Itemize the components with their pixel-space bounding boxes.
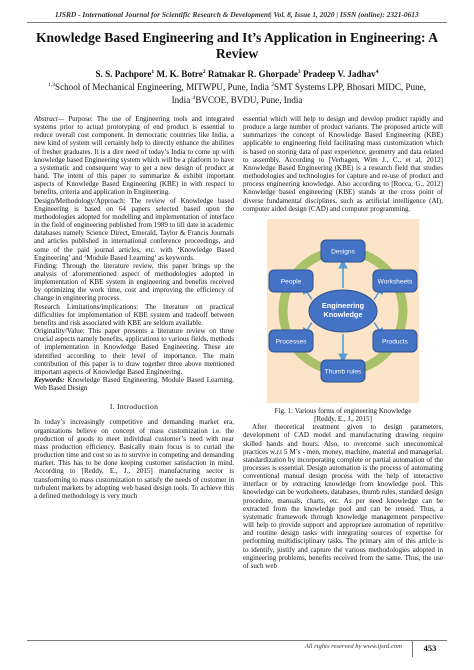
left-column bbox=[34, 115, 234, 500]
abstract-methodology: Design/Methodology/Approach: The review of Knowledge based Engineering is based on 64 papers selected based upon the methodologies adopted for modelling and implementation of interface in the field of engineering published from 1989 to till date in academic databases namely Science Direct, Emerald, Taylor & Francis Journals and articles published in international conference proceedings, and some of the paid journal articles, etc. with ‘Knowledge Based Engineering’ and ‘Module Based Learning’ as keywords. bbox=[34, 196, 234, 262]
node-label: Designs bbox=[331, 248, 355, 256]
keywords-text: Knowledge Based Engineering, Module Based Learning, Web Based Design bbox=[34, 376, 234, 393]
affil-sup: 4 bbox=[192, 94, 196, 101]
author-name: Ratnakar R. Ghorpade bbox=[207, 69, 298, 80]
abstract-finding: Finding: Through the literature review, this paper brings up the analysis of aforementioned aspect of methodologies adopted in implementation of KBE system in engineering and benefits received by optimizing the work time, cost and improving the efficiency of change in engineering process. bbox=[34, 261, 234, 303]
affiliation-2-country: India bbox=[171, 94, 193, 105]
knowledge-forms-figure bbox=[243, 215, 443, 407]
affiliations bbox=[26, 80, 448, 106]
author-sup: 2 bbox=[202, 69, 206, 75]
node-label: Processes bbox=[275, 338, 307, 346]
footer-rights: All rights reserved by www.ijsrd.com bbox=[304, 643, 402, 650]
body-paragraph: After theoretical treatment given to design parameters, development of CAD model and manufacturing drawing require skilled hands and hours. Also, to overcome such uneconomical practices w.r.t 5 M’s - men, money, machine, material and managerial, standardization by incorporating complete or partial automation of the processes is essential. Design automation is the process of automating conventional manual design process with the help of interactive interface or by extracting knowledge from knowledge pool. This knowledge can be worksheets, databases, thumb rules, standard design procedure, manuals, charts, etc. As per need knowledge can be extracted from the knowledge pool and can be reused. Thus, a systematic framework through knowledge management perspective will help to provide support and appropriate automation of repetitive and routine design tasks with integrating sources of expertise for performing multidisciplinary tasks. The primary aim of this article is to identify, justify and capture the various methodologies adopted in engineering problems, benefits received from the same. Thus, the use of such web bbox=[243, 423, 443, 570]
author-sup: 1 bbox=[151, 69, 155, 75]
abstract-limitations: Research Limitations/implications: The literature on practical difficulties for implementation of KBE system and tradeoff between benefits and risk associated with KBE are seldom available. bbox=[34, 302, 234, 327]
node-label: Thumb rules bbox=[324, 368, 362, 376]
knowledge-diagram bbox=[243, 215, 443, 407]
affiliation-3: BVCOE, BVDU, Pune, India bbox=[195, 94, 303, 105]
author-names bbox=[26, 67, 448, 80]
affiliation-1: School of Mechanical Engineering, MITWPU, Pune, India bbox=[55, 81, 272, 92]
author-name: M. K. Botre bbox=[156, 69, 203, 80]
center-label-line2: Knowledge bbox=[323, 309, 363, 319]
page-number: 453 bbox=[412, 640, 447, 657]
node-label: Worksheets bbox=[377, 278, 413, 286]
right-column bbox=[243, 115, 443, 570]
author-sup: 3 bbox=[297, 69, 301, 75]
knowledge-node-processes bbox=[269, 330, 313, 352]
keywords-label: Keywords: bbox=[34, 376, 65, 384]
figure-caption: Fig. 1: Various forms of engineering Knowledge bbox=[274, 406, 412, 415]
center-node bbox=[309, 290, 377, 332]
introduction-paragraph: In today’s increasingly competitive and demanding market era, organizations believe on concept of mass customization i.e. the production of goods to meet individual customer’s need with near mass production efficiency. Basically main focus is to curtail the production time and cost so as to survive in competing and demanding market. This has to be done keeping customer satisfaction in mind. According to [Reddy, E., J., 2015] manufacturing sector is transforming to mass customization to satisfy the needs of customer in turbulent markets by adopting web based design tools. To achieve this a defined methodology is very much bbox=[34, 418, 234, 500]
abstract-originality: Originality/Value: This paper presents a literature review on three crucial aspects namely benefits, applications to various fields, methods of implementation in Knowledge Based Engineering. These are identified according to their level of importance. The main contribution of this paper is to draw together three above mentioned important aspects of Knowledge Based Engineering. bbox=[34, 327, 234, 376]
abstract-label: Abstract— bbox=[34, 115, 65, 123]
node-label: Products bbox=[381, 338, 408, 346]
knowledge-node-worksheets bbox=[373, 270, 417, 292]
figure-source: [Reddy, E., J., 2015] bbox=[314, 415, 372, 424]
center-label-line1: Engineering bbox=[321, 300, 365, 310]
header-rule bbox=[27, 22, 447, 23]
abstract-purpose bbox=[34, 115, 234, 197]
node-label: People bbox=[280, 278, 302, 286]
affil-sup: 2 bbox=[271, 81, 275, 88]
author-name: S. S. Pachpore bbox=[95, 69, 152, 80]
section-heading-introduction: I. Introduction bbox=[109, 402, 159, 412]
affil-sup: 1,3 bbox=[48, 81, 56, 88]
abstract-text: Purpose: The use of Engineering tools and integrated systems prior to actual prototyping of end product is essential to reduce overall cost component. In democratic countries like India, a new kind of system will certainly help to directly enhance the abilities of fresher graduates. It is a dire need of today’s India to come up with knowledge based Engineering system which will be a platform to have a systematic and consequent way to get a new design of product at hand. The intent of this paper to summarize & exhibit important aspects of Knowledge Based Engineering (KBE) in with respect to benefits, criteria and application in Engineering. bbox=[34, 115, 234, 197]
keywords bbox=[34, 376, 234, 392]
author-block bbox=[26, 67, 448, 105]
body-paragraph: essential which will help to design and develop product rapidly and produce a large number of product variants. The proposed article will summarizes the concept of Knowledge Based Engineering (KBE) applicable to engineering field facilitating mass customization which is based on storing data of past experience, geometry and data related to assembly. According to [Verhagen, Wim J., C., et al, 2012] Knowledge Based Engineering (KBE) is a research field that studies methodologies and technologies for capture and re-use of product and process engineering knowledge. Also according to [Rocca, G., 2012] Knowledge based engineering (KBE) stands at the cross point of diverse fundamental disciplines, such as artificial intelligence (AI), computer aided design (CAD) and computer programming. bbox=[243, 115, 443, 213]
knowledge-node-people bbox=[269, 270, 313, 292]
running-header: IJSRD - International Journal for Scientific Research & Development| Vol. 8, Issue 1, 2020 | ISSN (online): 2321-0613 bbox=[55, 10, 419, 19]
knowledge-node-thumb-rules bbox=[321, 360, 365, 382]
author-sup: 4 bbox=[375, 69, 379, 75]
affiliation-2: SMT Systems LPP, Bhosari MIDC, Pune, bbox=[274, 81, 426, 92]
footer-rule bbox=[27, 640, 447, 641]
knowledge-node-products bbox=[373, 330, 417, 352]
author-name: Pradeep V. Jadhav bbox=[303, 69, 376, 80]
knowledge-node-designs bbox=[321, 240, 365, 262]
paper-title: Knowledge Based Engineering and It’s Application in Engineering: A Review bbox=[35, 30, 439, 61]
